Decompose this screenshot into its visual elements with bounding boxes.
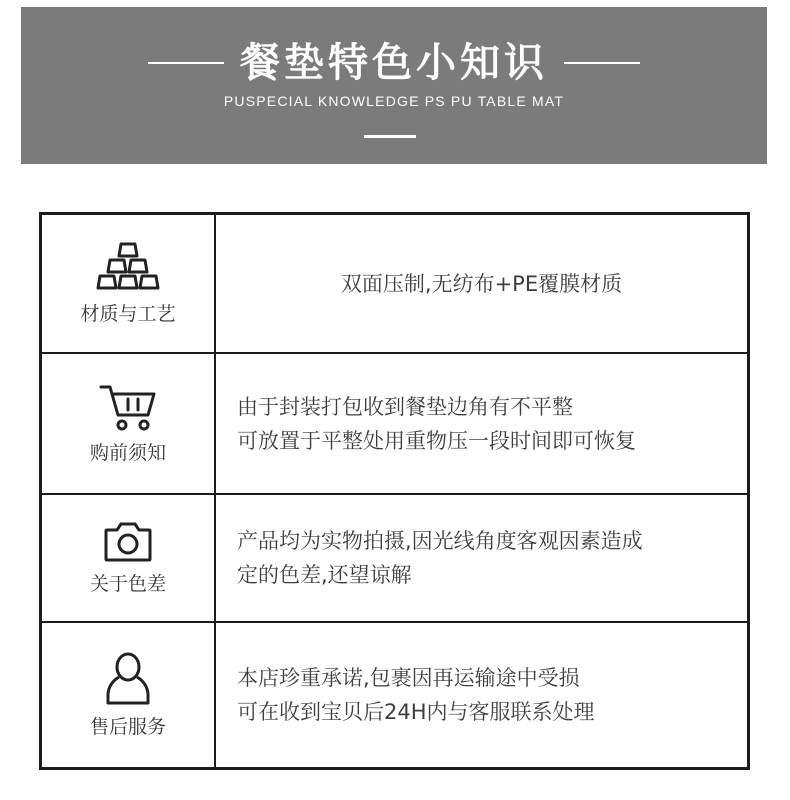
shopping-cart-icon	[98, 382, 158, 432]
camera-icon	[103, 521, 153, 563]
content-cell	[216, 623, 747, 767]
gold-bars-icon	[96, 241, 160, 293]
row-label: 材质与工艺	[80, 303, 176, 325]
content-line: 由于封装打包收到餐垫边角有不平整	[237, 394, 573, 419]
label-cell	[42, 495, 216, 621]
label-cell	[42, 215, 216, 352]
title-row	[21, 37, 767, 89]
info-table	[39, 212, 750, 770]
content-line: 可放置于平整处用重物压一段时间即可恢复	[237, 428, 636, 453]
user-icon	[105, 652, 151, 706]
row-label: 购前须知	[89, 442, 166, 464]
page-subtitle: PUSPECIAL KNOWLEDGE PS PU TABLE MAT	[223, 93, 565, 109]
table-row-material	[42, 215, 747, 354]
table-row-after-sales	[42, 623, 747, 767]
content-line: 可在收到宝贝后24H内与客服联系处理	[237, 700, 595, 724]
content-line: 定的色差,还望谅解	[237, 563, 412, 587]
table-row-purchase-notice	[42, 354, 747, 495]
content-cell	[216, 495, 747, 621]
page-title: 餐垫特色小知识	[240, 40, 548, 86]
content-cell	[216, 354, 747, 493]
left-decorative-line	[148, 62, 224, 64]
content-line: 产品均为实物拍摄,因光线角度客观因素造成	[237, 529, 643, 553]
content-cell	[216, 215, 747, 352]
row-label: 售后服务	[89, 715, 166, 738]
label-cell	[42, 623, 216, 767]
content-line: 本店珍重承诺,包裹因再运输途中受损	[237, 666, 580, 690]
title-underline	[364, 135, 416, 138]
header-banner	[21, 7, 767, 164]
row-label: 关于色差	[89, 572, 166, 595]
right-decorative-line	[564, 62, 640, 64]
label-cell	[42, 354, 216, 493]
table-row-color-difference	[42, 495, 747, 623]
content-line: 双面压制,无纺布+PE覆膜材质	[340, 271, 623, 296]
